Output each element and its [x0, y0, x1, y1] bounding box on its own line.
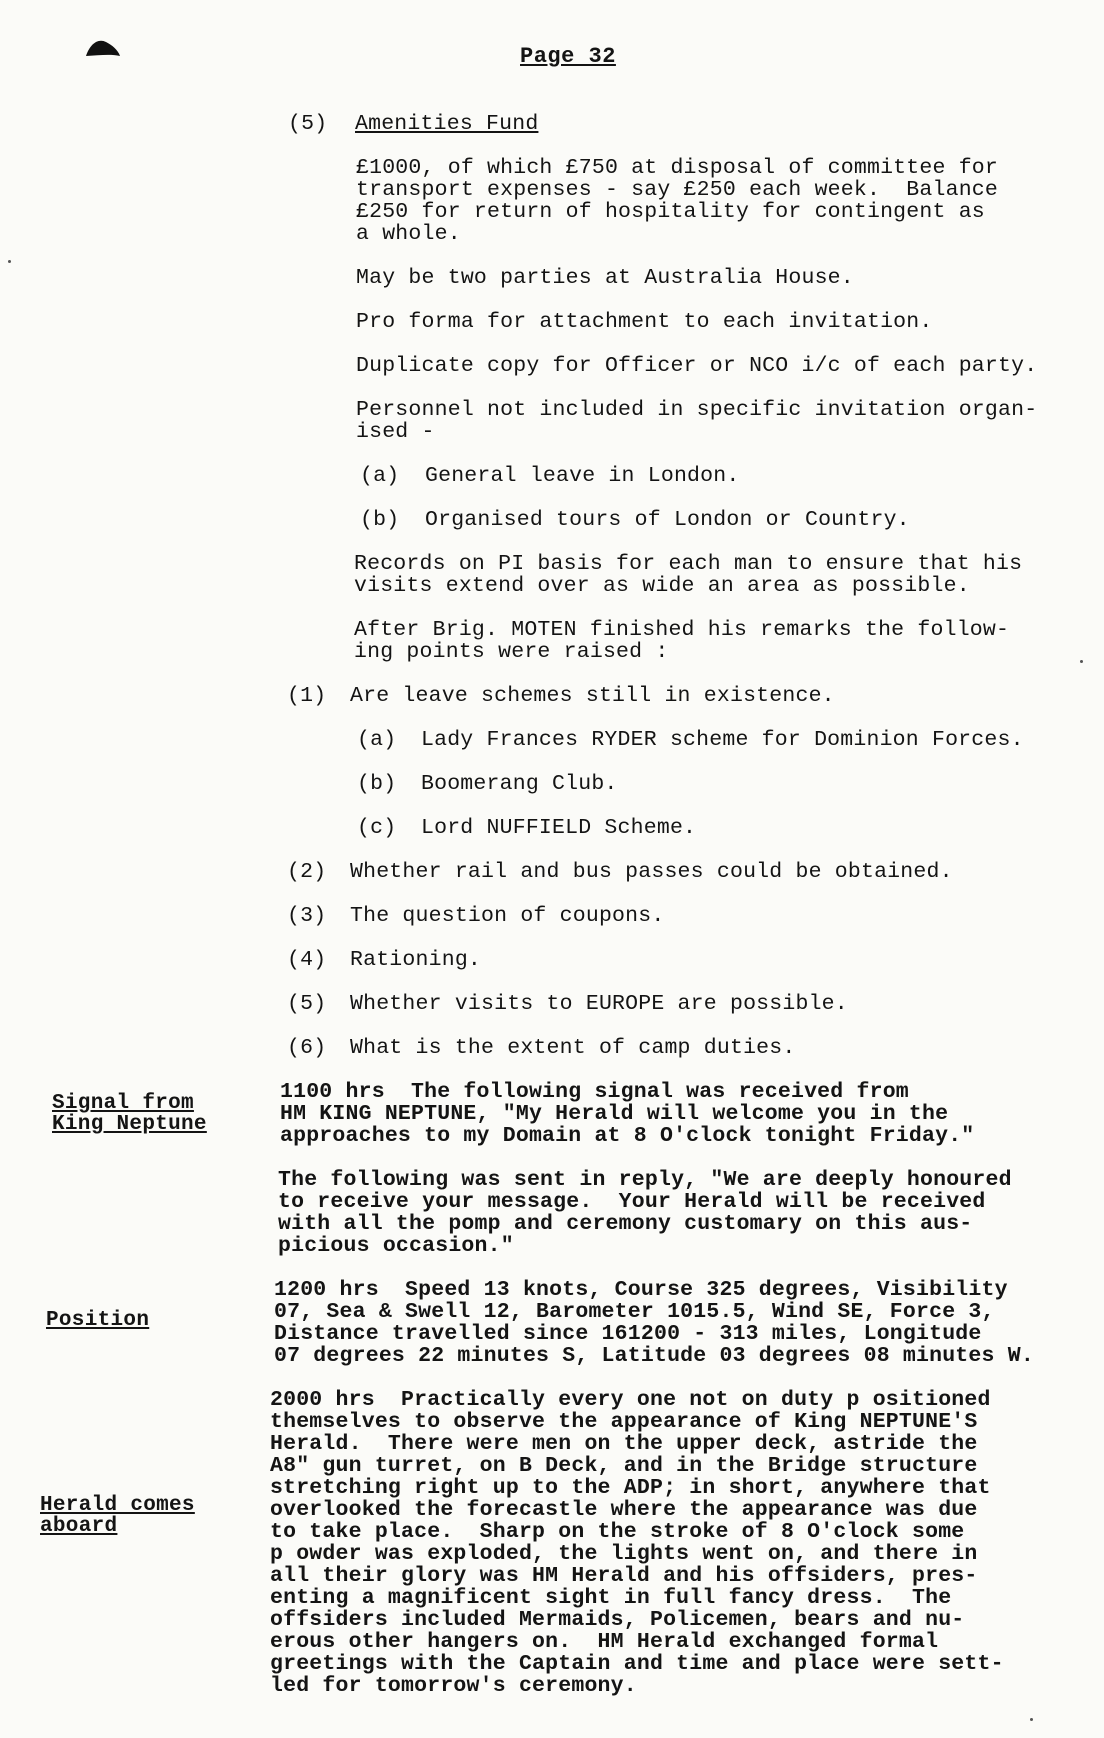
sub-item-text: Lady Frances RYDER scheme for Dominion Forces. [421, 728, 1024, 752]
log-line: p owder was exploded, the lights went on, and there in [270, 1542, 978, 1566]
point-text: Are leave schemes still in existence. [350, 684, 835, 708]
paragraph-line: transport expenses - say £250 each week. Balance [356, 178, 999, 202]
paragraph-line: a whole. [356, 222, 461, 246]
log-line: enting a magnificent sight in full fancy dress. The [270, 1586, 952, 1610]
log-line: picious occasion." [278, 1234, 514, 1258]
paragraph-line: Pro forma for attachment to each invitation. [356, 310, 933, 334]
log-line: HM KING NEPTUNE, "My Herald will welcome you in the [280, 1102, 949, 1126]
point-text: What is the extent of camp duties. [350, 1036, 796, 1060]
scan-speck [1030, 1718, 1033, 1721]
paragraph-line: ing points were raised : [354, 640, 669, 664]
scan-speck [1080, 660, 1083, 663]
log-line: 1100 hrs The following signal was received from [280, 1080, 909, 1104]
log-line: stretching right up to the ADP; in short, anywhere that [270, 1476, 991, 1500]
point-text: Whether rail and bus passes could be obtained. [350, 860, 953, 884]
paragraph-line: May be two parties at Australia House. [356, 266, 854, 290]
sub-item-label: (b) [357, 772, 397, 796]
ink-blot-mark [84, 36, 122, 60]
point-text: Whether visits to EUROPE are possible. [350, 992, 848, 1016]
margin-note-signal: Signal from [52, 1092, 194, 1115]
log-line: erous other hangers on. HM Herald exchanged formal [270, 1630, 939, 1654]
sub-item-label: (b) [360, 508, 400, 532]
sub-item-text: Lord NUFFIELD Scheme. [421, 816, 697, 840]
log-line: A8" gun turret, on B Deck, and in the Bridge structure [270, 1454, 978, 1478]
page-number: Page 32 [520, 44, 616, 69]
paragraph-line: Personnel not included in specific invitation organ- [356, 398, 1038, 422]
sub-item-label: (c) [357, 816, 397, 840]
log-line: 1200 hrs Speed 13 knots, Course 325 degrees, Visibility [274, 1278, 1008, 1302]
log-line: Distance travelled since 161200 - 313 miles, Longitude [274, 1322, 982, 1346]
paragraph-line: Duplicate copy for Officer or NCO i/c of each party. [356, 354, 1038, 378]
sub-item-text: General leave in London. [425, 464, 740, 488]
paragraph-line: £1000, of which £750 at disposal of committee for [356, 156, 999, 180]
sub-item-label: (a) [357, 728, 397, 752]
margin-note-herald: aboard [40, 1515, 118, 1538]
log-line: themselves to observe the appearance of King NEPTUNE'S [270, 1410, 978, 1434]
paragraph-line: Records on PI basis for each man to ensure that his [354, 552, 1023, 576]
margin-note-signal: King Neptune [52, 1113, 207, 1136]
point-text: Rationing. [350, 948, 482, 972]
log-line: 2000 hrs Practically every one not on duty p ositioned [270, 1388, 991, 1412]
point-number: (5) [287, 992, 327, 1016]
log-line: to take place. Sharp on the stroke of 8 O'clock some [270, 1520, 965, 1544]
sub-item-text: Organised tours of London or Country. [425, 508, 910, 532]
point-number: (2) [287, 860, 327, 884]
log-line: 07, Sea & Swell 12, Barometer 1015.5, Wind SE, Force 3, [274, 1300, 995, 1324]
log-line: Herald. There were men on the upper deck, astride the [270, 1432, 978, 1456]
paragraph-line: visits extend over as wide an area as possible. [354, 574, 970, 598]
margin-note-position: Position [46, 1309, 150, 1332]
sub-item-label: (a) [360, 464, 400, 488]
log-line: to receive your message. Your Herald will be received [278, 1190, 986, 1214]
section-heading: Amenities Fund [355, 112, 539, 136]
log-line: 07 degrees 22 minutes S, Latitude 03 degrees 08 minutes W. [274, 1344, 1034, 1368]
paragraph-line: After Brig. MOTEN finished his remarks the follow- [354, 618, 1010, 642]
point-number: (4) [287, 948, 327, 972]
margin-note-herald: Herald comes [40, 1494, 195, 1517]
scan-speck [8, 260, 11, 263]
log-line: offsiders included Mermaids, Policemen, bears and nu- [270, 1608, 965, 1632]
paragraph-line: ised - [356, 420, 435, 444]
point-number: (3) [287, 904, 327, 928]
paragraph-line: £250 for return of hospitality for contingent as [356, 200, 985, 224]
log-line: approaches to my Domain at 8 O'clock tonight Friday." [280, 1124, 975, 1148]
log-line: with all the pomp and ceremony customary on this aus- [278, 1212, 973, 1236]
point-number: (6) [287, 1036, 327, 1060]
point-text: The question of coupons. [350, 904, 665, 928]
log-line: greetings with the Captain and time and place were sett- [270, 1652, 1004, 1676]
log-line: overlooked the forecastle where the appearance was due [270, 1498, 978, 1522]
point-number: (1) [287, 684, 327, 708]
section-number: (5) [288, 112, 328, 136]
log-line: The following was sent in reply, "We are deeply honoured [278, 1168, 1012, 1192]
log-line: all their glory was HM Herald and his offsiders, pres- [270, 1564, 978, 1588]
log-line: led for tomorrow's ceremony. [270, 1674, 637, 1698]
sub-item-text: Boomerang Club. [421, 772, 618, 796]
